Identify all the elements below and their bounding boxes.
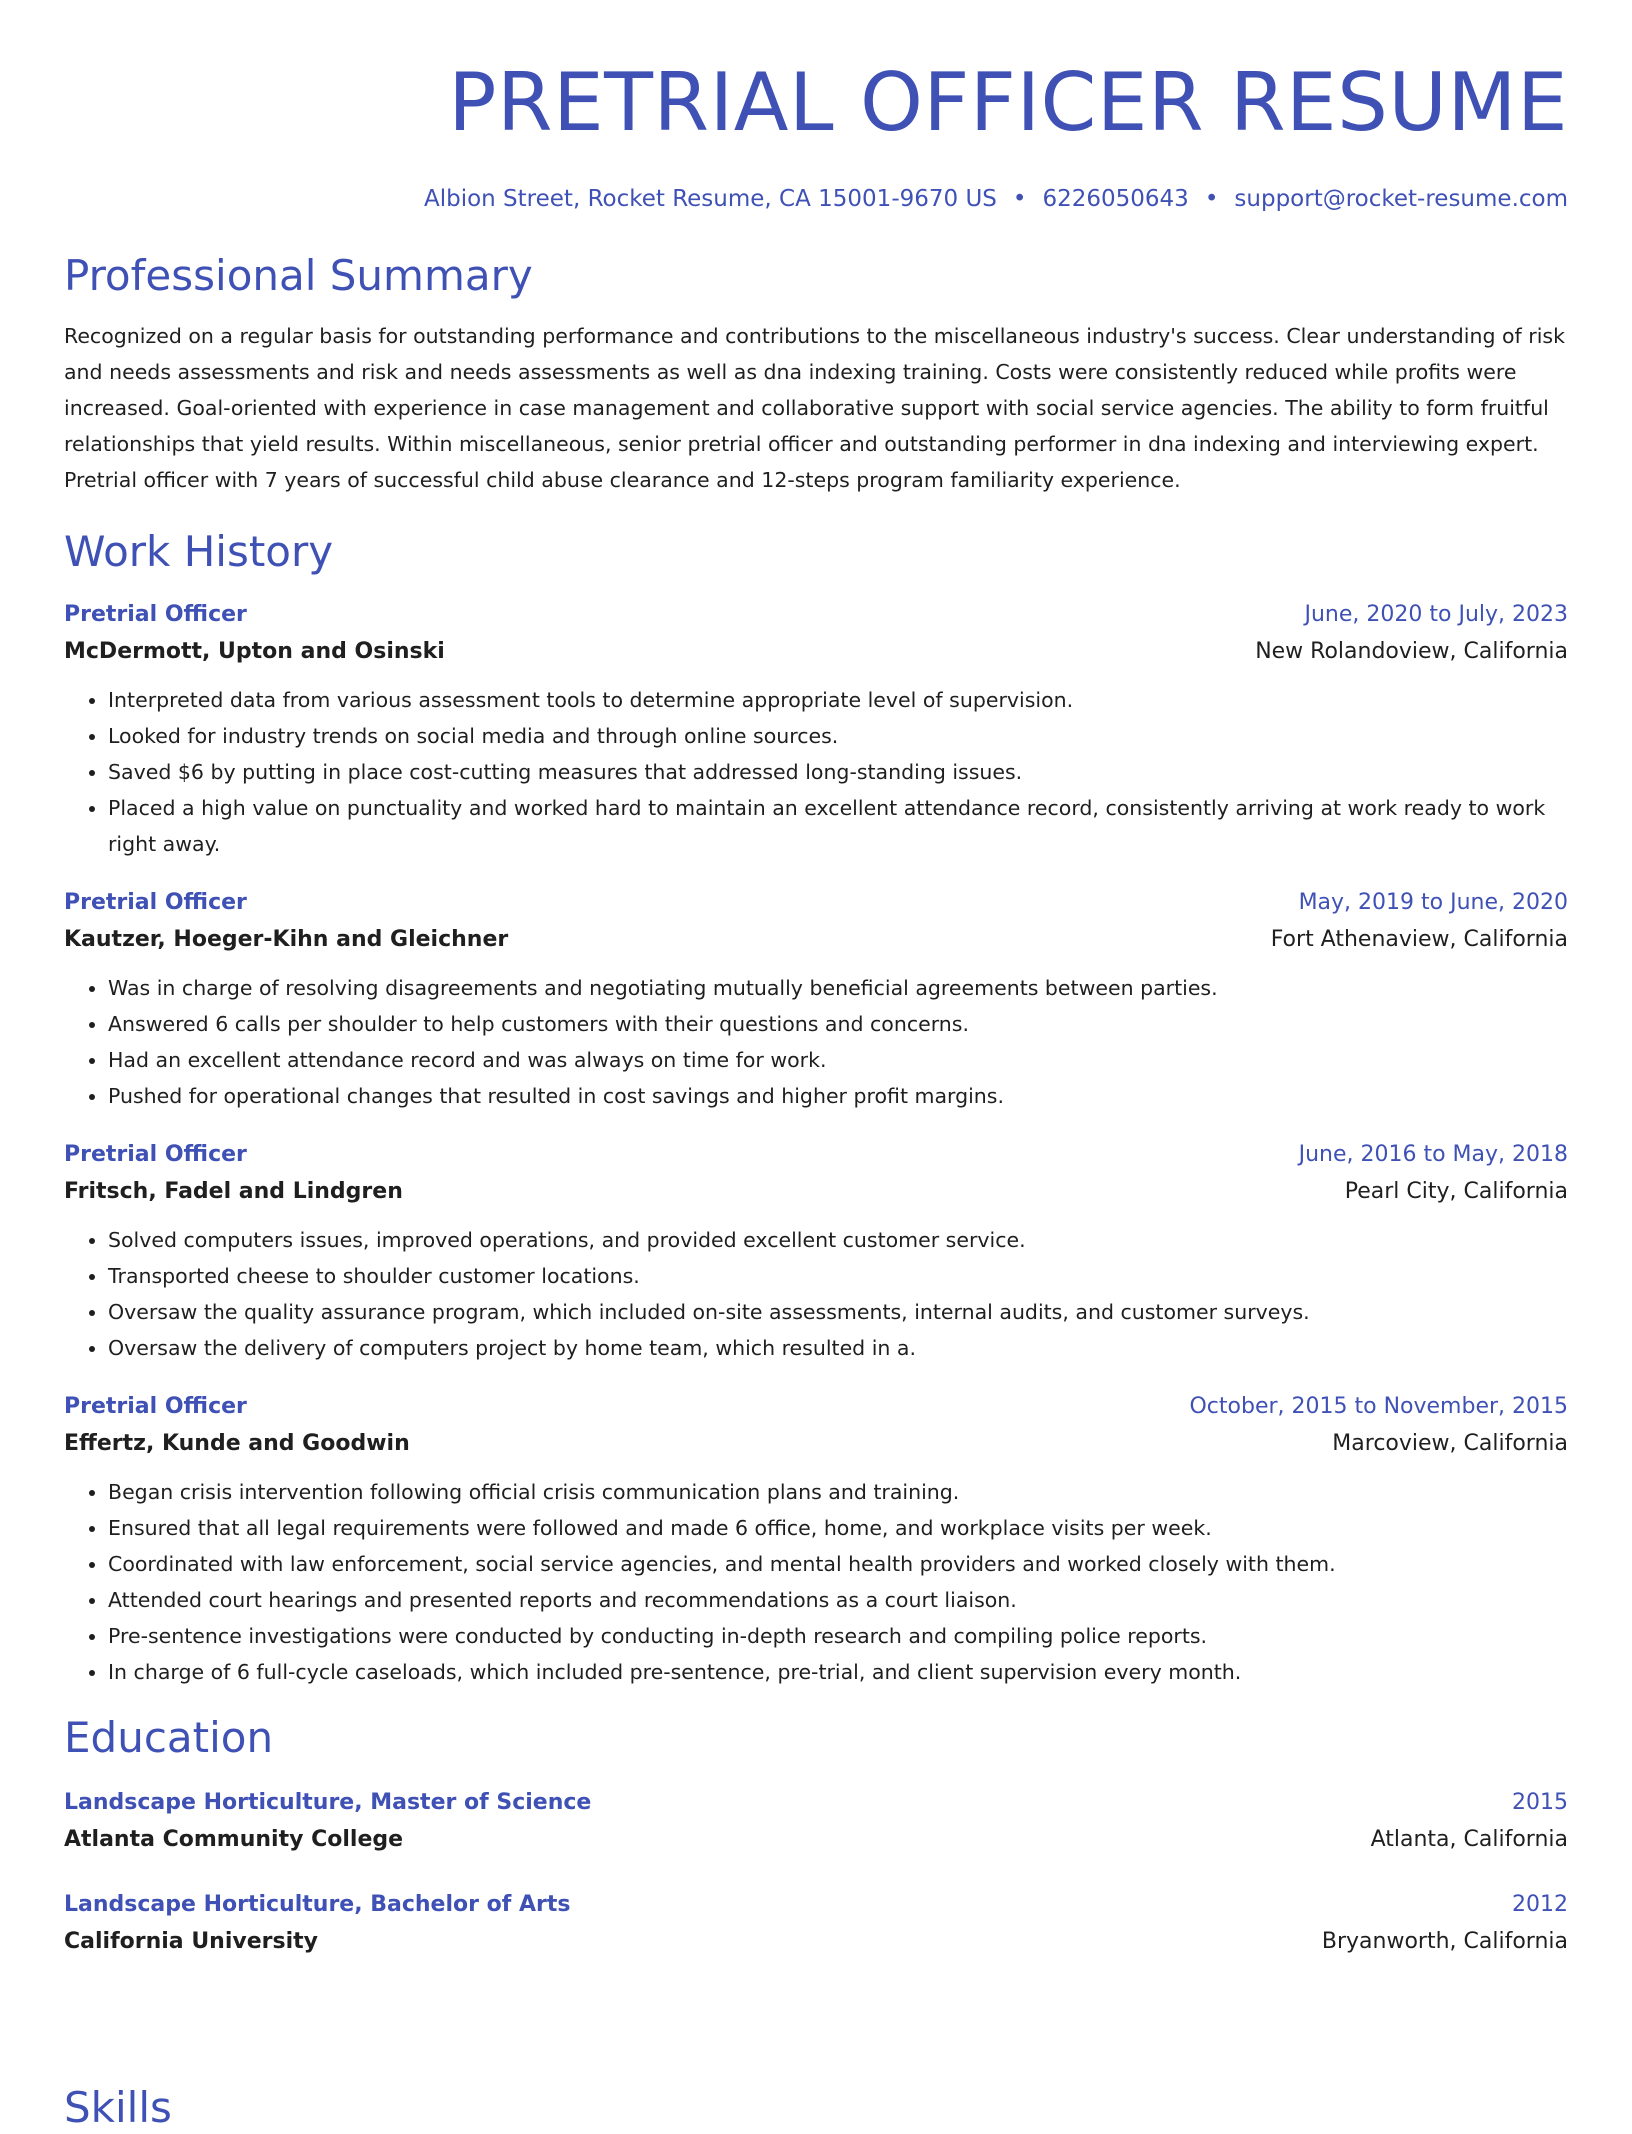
resume-title: PRETRIAL OFFICER RESUME xyxy=(448,56,1568,149)
job-header-row xyxy=(64,1390,1568,1424)
education-header-row xyxy=(64,1786,1568,1820)
education-location: Atlanta, California xyxy=(1370,1827,1568,1852)
job-employer-row xyxy=(64,1172,1568,1212)
job-employer: Kautzer, Hoeger-Kihn and Gleichner xyxy=(64,927,509,952)
job-dates: May, 2019 to June, 2020 xyxy=(1298,890,1568,915)
job-role: Pretrial Officer xyxy=(64,890,247,915)
job-bullet: • Transported cheese to shoulder customer locations. xyxy=(108,1258,1568,1294)
education-year: 2015 xyxy=(1512,1790,1568,1815)
education-school: Atlanta Community College xyxy=(64,1827,404,1852)
job-entry xyxy=(64,1138,1568,1366)
job-bullet: • Oversaw the delivery of computers project by home team, which resulted in a. xyxy=(108,1330,1568,1366)
contact-address: Albion Street, Rocket Resume, CA 15001-9670 US xyxy=(423,186,997,212)
job-entry xyxy=(64,1390,1568,1690)
job-location: Pearl City, California xyxy=(1344,1179,1568,1204)
education-degree: Landscape Horticulture, Bachelor of Arts xyxy=(64,1892,571,1917)
job-bullet: • Pushed for operational changes that resulted in cost savings and higher profit margins. xyxy=(108,1078,1568,1114)
job-bullet: • Was in charge of resolving disagreements and negotiating mutually beneficial agreements between parties. xyxy=(108,970,1568,1006)
job-bullets xyxy=(64,970,1568,1114)
job-dates: October, 2015 to November, 2015 xyxy=(1189,1394,1568,1419)
education-entry xyxy=(64,1888,1568,1962)
job-bullet: • Saved $6 by putting in place cost-cutting measures that addressed long-standing issues. xyxy=(108,754,1568,790)
job-entry xyxy=(64,598,1568,862)
job-entry xyxy=(64,886,1568,1114)
job-header-row xyxy=(64,598,1568,632)
job-role: Pretrial Officer xyxy=(64,1142,247,1167)
job-bullet: • Solved computers issues, improved operations, and provided excellent customer service. xyxy=(108,1222,1568,1258)
job-bullet: • In charge of 6 full-cycle caseloads, which included pre-sentence, pre-trial, and client supervision every month. xyxy=(108,1654,1568,1690)
job-bullet: • Placed a high value on punctuality and worked hard to maintain an excellent attendance record, consistently arriving at work ready to work right away. xyxy=(108,790,1568,862)
education-school: California University xyxy=(64,1929,318,1954)
job-bullet: • Ensured that all legal requirements were followed and made 6 office, home, and workplace visits per week. xyxy=(108,1510,1568,1546)
job-role: Pretrial Officer xyxy=(64,1394,247,1419)
contact-separator: • xyxy=(1012,186,1027,212)
job-location: Fort Athenaview, California xyxy=(1270,927,1568,952)
contact-email: support@rocket-resume.com xyxy=(1234,186,1568,212)
job-bullet: • Looked for industry trends on social media and through online sources. xyxy=(108,718,1568,754)
job-employer-row xyxy=(64,632,1568,672)
contact-line xyxy=(64,184,1568,214)
job-location: Marcoview, California xyxy=(1332,1431,1568,1456)
contact-phone: 6226050643 xyxy=(1042,186,1189,212)
job-bullets xyxy=(64,1474,1568,1690)
job-dates: June, 2016 to May, 2018 xyxy=(1298,1142,1568,1167)
job-bullet: • Oversaw the quality assurance program, which included on-site assessments, internal audits, and customer surveys. xyxy=(108,1294,1568,1330)
work-history-heading: Work History xyxy=(64,527,334,576)
job-employer-row xyxy=(64,920,1568,960)
job-employer: Effertz, Kunde and Goodwin xyxy=(64,1431,410,1456)
job-employer: McDermott, Upton and Osinski xyxy=(64,639,445,664)
job-header-row xyxy=(64,1138,1568,1172)
job-header-row xyxy=(64,886,1568,920)
job-bullet: • Began crisis intervention following official crisis communication plans and training. xyxy=(108,1474,1568,1510)
summary-text: Recognized on a regular basis for outstanding performance and contributions to the miscellaneous industry's success. Clear understanding of risk and needs assessments and risk and needs assessments as well as dna indexing training. Costs were consistently reduced while profits were increased. Goal-oriented with experience in case management and collaborative support with social service agencies. The ability to form fruitful relationships that yield results. Within miscellaneous, senior pretrial officer and outstanding performer in dna indexing and interviewing expert. Pretrial officer with 7 years of successful child abuse clearance and 12-steps program familiarity experience. xyxy=(64,324,1565,492)
job-dates: June, 2020 to July, 2023 xyxy=(1304,602,1568,627)
education-school-row xyxy=(64,1820,1568,1860)
education-entry xyxy=(64,1786,1568,1860)
education-header-row xyxy=(64,1888,1568,1922)
education-school-row xyxy=(64,1922,1568,1962)
education-degree: Landscape Horticulture, Master of Science xyxy=(64,1790,592,1815)
job-bullet: • Had an excellent attendance record and was always on time for work. xyxy=(108,1042,1568,1078)
job-employer-row xyxy=(64,1424,1568,1464)
education-heading: Education xyxy=(64,1713,274,1762)
contact-separator: • xyxy=(1204,186,1219,212)
job-employer: Fritsch, Fadel and Lindgren xyxy=(64,1179,403,1204)
job-location: New Rolandoview, California xyxy=(1255,639,1568,664)
job-bullet: • Coordinated with law enforcement, social service agencies, and mental health providers and worked closely with them. xyxy=(108,1546,1568,1582)
job-bullet: • Pre-sentence investigations were conducted by conducting in-depth research and compiling police reports. xyxy=(108,1618,1568,1654)
job-bullets xyxy=(64,682,1568,862)
skills-heading: Skills xyxy=(64,2083,172,2132)
education-location: Bryanworth, California xyxy=(1321,1929,1568,1954)
job-bullets xyxy=(64,1222,1568,1366)
job-bullet: • Interpreted data from various assessment tools to determine appropriate level of supervision. xyxy=(108,682,1568,718)
job-bullet: • Answered 6 calls per shoulder to help customers with their questions and concerns. xyxy=(108,1006,1568,1042)
job-bullet: • Attended court hearings and presented reports and recommendations as a court liaison. xyxy=(108,1582,1568,1618)
education-year: 2012 xyxy=(1512,1892,1568,1917)
job-role: Pretrial Officer xyxy=(64,602,247,627)
summary-heading: Professional Summary xyxy=(64,251,533,300)
